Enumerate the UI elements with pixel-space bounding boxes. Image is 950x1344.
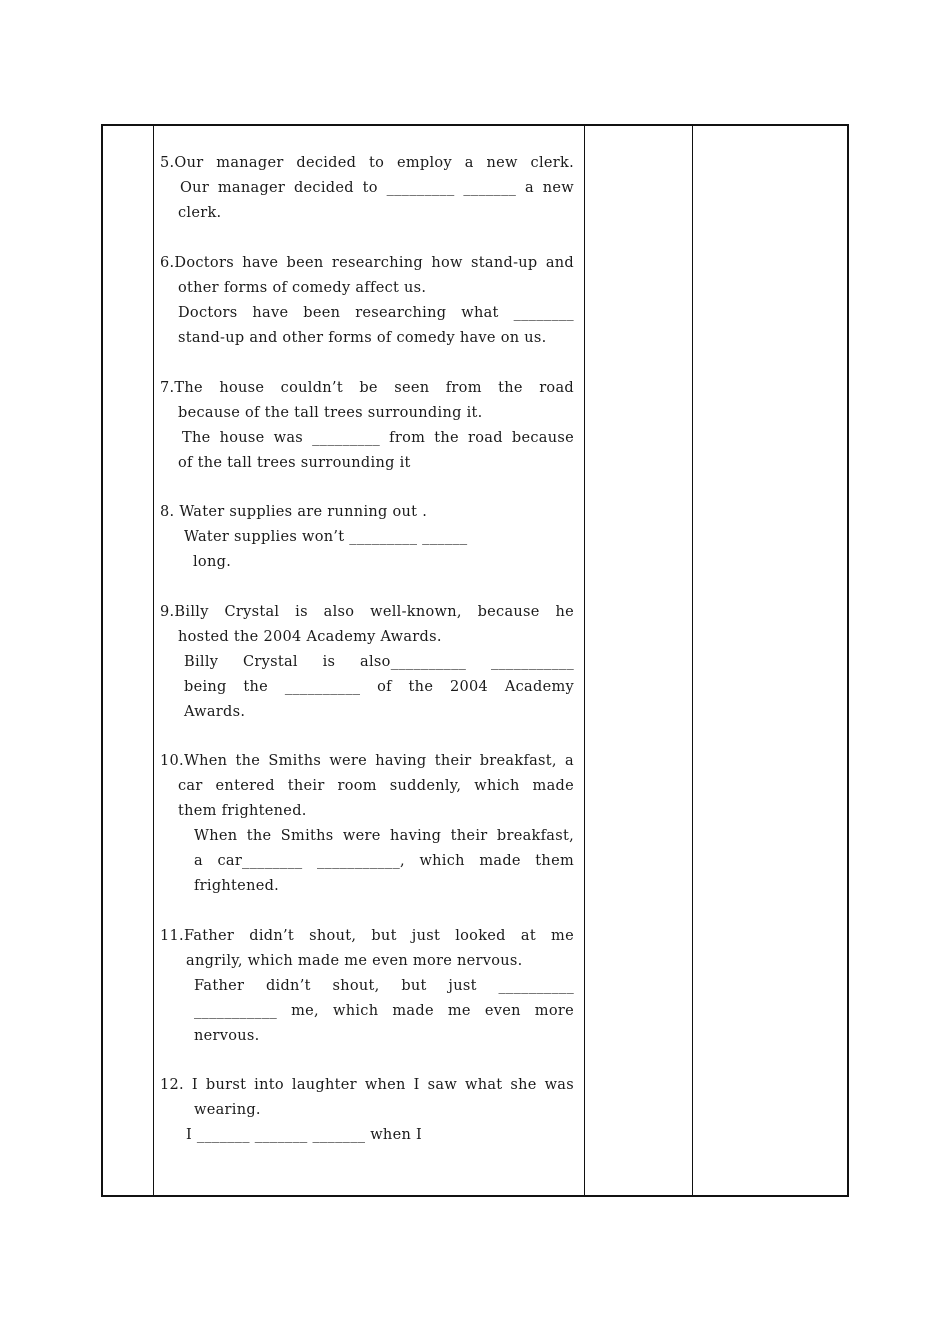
question-10-line: a car________ ___________, which made them: [194, 853, 574, 869]
question-6-line: 6.Doctors have been researching how stand-up and: [160, 255, 574, 271]
column-divider: [692, 126, 693, 1195]
question-12-line: wearing.: [194, 1102, 261, 1118]
question-6-line: other forms of comedy affect us.: [178, 280, 427, 296]
question-9-line: Billy Crystal is also__________ ___________: [184, 654, 574, 670]
question-11-line: ___________ me, which made me even more: [194, 1003, 574, 1019]
question-12-line: 12. I burst into laughter when I saw what she was: [160, 1077, 574, 1093]
question-8-line: Water supplies won’t _________ ______: [184, 529, 468, 545]
question-9-line: being the __________ of the 2004 Academy: [184, 679, 574, 695]
question-9-line: hosted the 2004 Academy Awards.: [178, 629, 442, 645]
column-divider: [584, 126, 585, 1195]
column-divider: [153, 126, 154, 1195]
question-7-line: 7.The house couldn’t be seen from the road: [160, 380, 574, 396]
question-7-line: The house was _________ from the road because: [182, 430, 574, 446]
question-10-line: frightened.: [194, 878, 280, 894]
question-11-line: angrily, which made me even more nervous.: [186, 953, 523, 969]
question-5-line: clerk.: [178, 205, 222, 221]
question-6-line: Doctors have been researching what ________: [178, 305, 574, 321]
question-7-line: of the tall trees surrounding it: [178, 455, 411, 471]
question-5-line: 5.Our manager decided to employ a new clerk.: [160, 155, 574, 171]
question-10-line: 10.When the Smiths were having their breakfast, a: [160, 753, 574, 769]
question-11-line: nervous.: [194, 1028, 260, 1044]
question-5-line: Our manager decided to _________ _______ a new: [180, 180, 574, 196]
question-7-line: because of the tall trees surrounding it.: [178, 405, 483, 421]
question-9-line: Awards.: [184, 704, 246, 720]
question-8-line: long.: [193, 554, 232, 570]
question-8-line: 8. Water supplies are running out .: [160, 504, 428, 520]
question-12-line: I _______ _______ _______ when I: [186, 1127, 423, 1143]
question-10-line: car entered their room suddenly, which made: [178, 778, 574, 794]
question-11-line: Father didn’t shout, but just __________: [194, 978, 574, 994]
question-10-line: them frightened.: [178, 803, 307, 819]
question-11-line: 11.Father didn’t shout, but just looked at me: [160, 928, 574, 944]
question-6-line: stand-up and other forms of comedy have on us.: [178, 330, 547, 346]
question-9-line: 9.Billy Crystal is also well-known, because he: [160, 604, 574, 620]
question-10-line: When the Smiths were having their breakfast,: [194, 828, 574, 844]
